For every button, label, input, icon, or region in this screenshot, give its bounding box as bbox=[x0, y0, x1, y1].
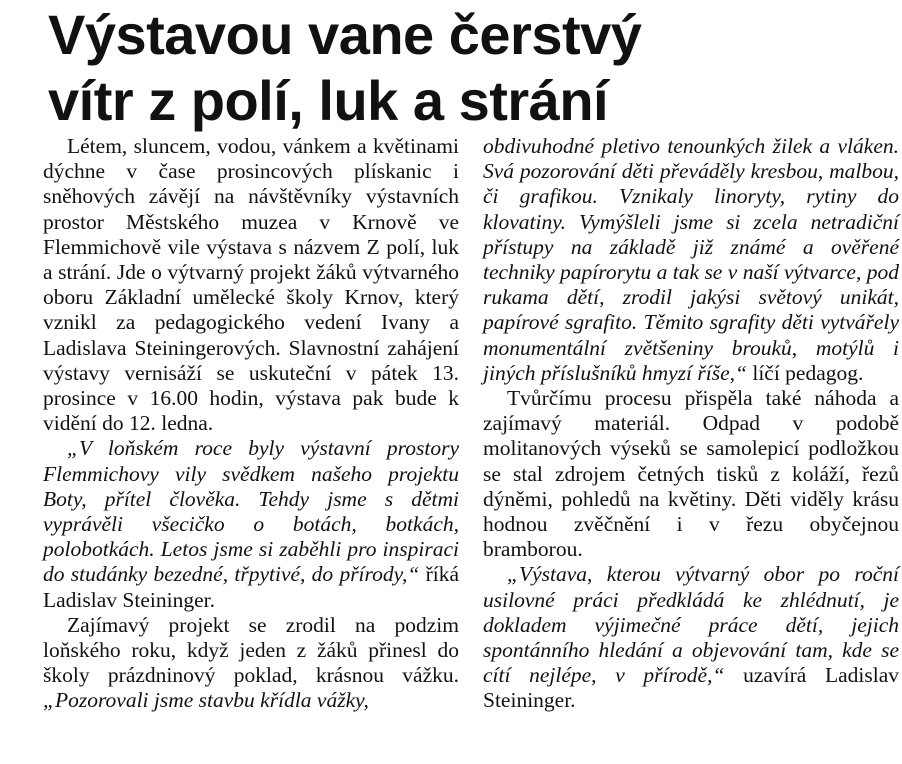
paragraph-intro: Létem, sluncem, vodou, vánkem a květinami dýchne v čase prosincových plískanic i sněhových závějí na návštěvníky výstavních prostor Městského muzea v Krnově ve Flemmichově vile výstava s názvem Z polí, luk a strání. Jde o výtvarný projekt žáků výtvarného oboru Základní umělecké školy Krnov, který vznikl za pedagogického vedení Ivany a Ladislava Steiningerových. Slavnostní zahájení výstavy vernisáží se uskuteční v pátek 13. prosince v 16.00 hodin, výstava pak bude k vidění do 12. ledna. bbox=[43, 134, 459, 436]
quote-attribution: uzavírá Ladislav Steininger. bbox=[483, 663, 899, 713]
headline bbox=[48, 2, 888, 134]
headline-line-2: vítr z polí, luk a strání bbox=[48, 69, 609, 132]
quote-text: obdivuhodné pletivo tenounkých žilek a vláken. Svá pozorování děti převáděly kresbou, malbou, či grafikou. Vznikaly linoryty, rytiny do klovatiny. Vymýšleli jsme si zcela netradiční přístupy na základě již známé a ověřené techniky papírorytu a tak se v naší výtvarce, pod rukama dětí, zrodil jakýsi světový unikát, papírové sgrafito. Těmito sgrafity děti vytvářely monumentální zvětšeniny brouků, motýlů i jiných příslušníků hmyzí říše,“ bbox=[483, 134, 899, 385]
paragraph-text: Zajímavý projekt se zrodil na podzim loňského roku, když jeden z žáků přinesl do školy prázdninový poklad, krásnou vážku. bbox=[43, 612, 459, 688]
quote-text: „Výstava, kterou výtvarný obor po roční usilovné práci předkládá ke zhlédnutí, je dokladem výjimečné práce dětí, jejich spontánního hledání a objevování tam, kde se cítí nejlépe, v přírodě,“ bbox=[483, 562, 899, 688]
paragraph-quote-continued bbox=[483, 134, 899, 386]
headline-line-1: Výstavou vane čerstvý bbox=[48, 3, 642, 66]
quote-attribution: líčí pedagog. bbox=[746, 360, 864, 385]
paragraph-quote-final bbox=[483, 562, 899, 713]
quote-attribution: říká Ladislav Steininger. bbox=[43, 562, 459, 612]
left-column bbox=[43, 134, 459, 714]
right-column bbox=[483, 134, 899, 714]
paragraph-quote-1 bbox=[43, 436, 459, 612]
quote-text: „V loňském roce byly výstavní prostory Flemmichovy vily svědkem našeho projektu Boty, přítel člověka. Tehdy jsme s dětmi vyprávěli všecičko o botách, botkách, polobotkách. Letos jsme si zaběhli pro inspiraci do studánky bezedné, třpytivé, do přírody,“ bbox=[43, 436, 459, 587]
quote-text: „Pozorovali jsme stavbu křídla vážky, bbox=[43, 688, 369, 713]
paragraph-material: Tvůrčímu procesu přispěla také náhoda a zajímavý materiál. Odpad v podobě molitanových výseků se samolepicí podložkou se stal zdrojem četných tisků z koláží, řezů dýněmi, pohledů na květiny. Děti viděly krásu hodnou zvěčnění i v řezu obyčejnou bramborou. bbox=[483, 386, 899, 562]
paragraph-project bbox=[43, 613, 459, 714]
